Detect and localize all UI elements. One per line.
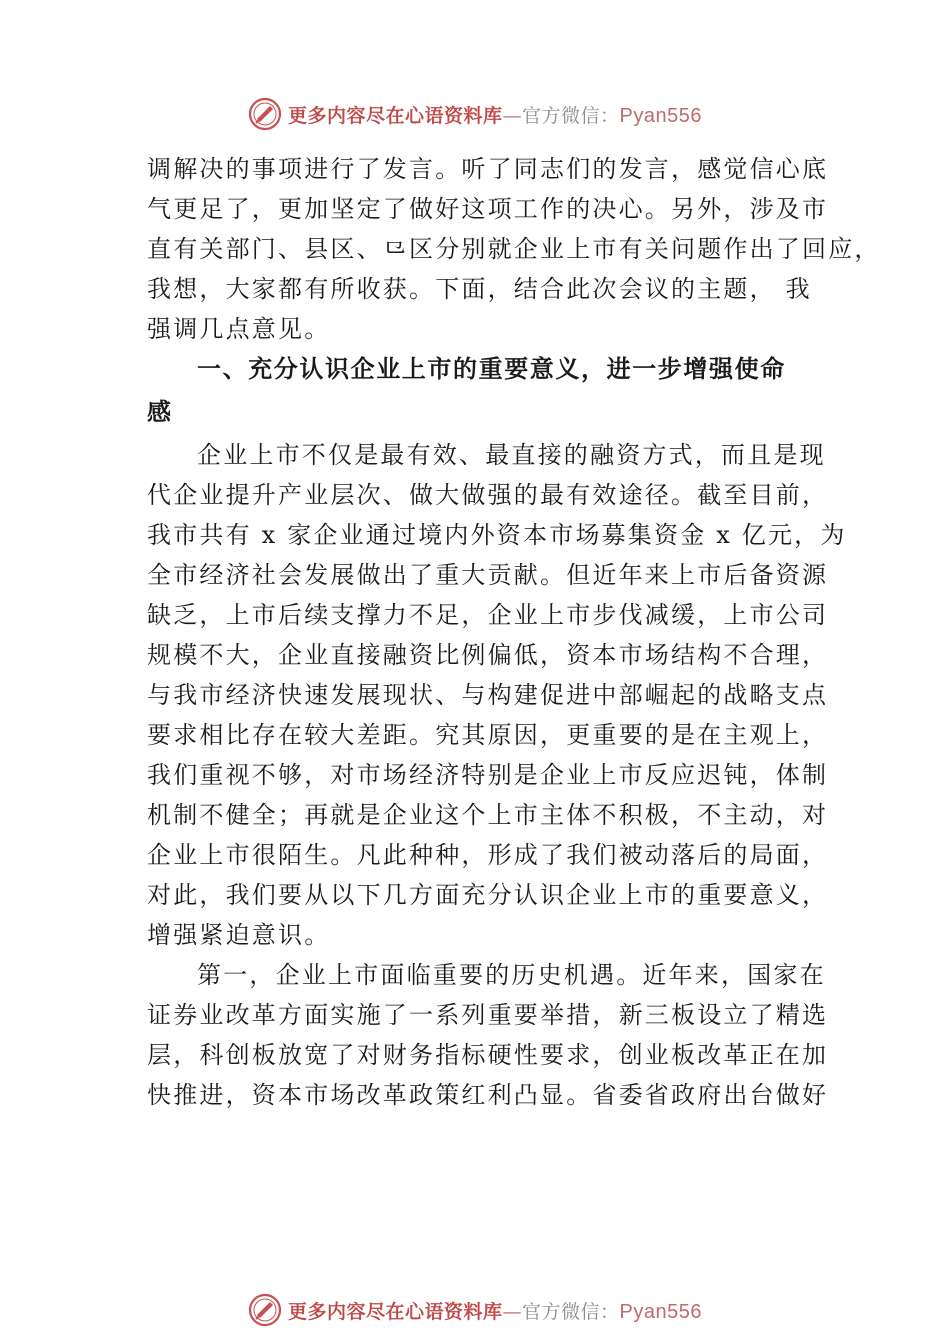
body-line: 全市经济社会发展做出了重大贡献。但近年来上市后备资源: [147, 561, 829, 589]
body-line: 增强紧迫意识。: [147, 921, 331, 949]
body-line: 直有关部门、县区、⺋区分别就企业上市有关问题作出了回应，: [147, 235, 881, 263]
watermark-wechat-label: 官方微信：: [522, 1300, 620, 1323]
body-line: 与我市经济快速发展现状、与构建促进中部崛起的战略支点: [147, 681, 829, 709]
body-line: 快推进，资本市场改革政策红利凸显。省委省政府出台做好: [147, 1081, 829, 1109]
body-line: 我市共有 x 家企业通过境内外资本市场募集资金 x 亿元，为: [147, 521, 847, 549]
body-line: 对此，我们要从以下几方面充分认识企业上市的重要意义，: [147, 881, 829, 909]
watermark-handle: Pyan556: [619, 1300, 702, 1323]
section-heading-continued: 感: [147, 398, 173, 426]
watermark-separator: —: [502, 1300, 523, 1323]
watermark-text: [288, 1297, 702, 1324]
watermark-wechat-label: 官方微信：: [522, 104, 620, 127]
body-line: 我想，大家都有所收获。下面，结合此次会议的主题， 我: [147, 275, 812, 303]
header-watermark: [0, 94, 950, 134]
body-line: 强调几点意见。: [147, 315, 331, 343]
body-line: 第一，企业上市面临重要的历史机遇。近年来，国家在: [197, 961, 826, 989]
body-line: 要求相比存在较大差距。究其原因，更重要的是在主观上，: [147, 721, 829, 749]
body-line: 企业上市不仅是最有效、最直接的融资方式，而且是现: [197, 441, 826, 469]
watermark-handle: Pyan556: [619, 104, 702, 127]
watermark-brand: 更多内容尽在心语资料库: [288, 1300, 503, 1323]
footer-watermark: [0, 1290, 950, 1330]
watermark-separator: —: [502, 104, 523, 127]
body-line: 缺乏，上市后续支撑力不足，企业上市步伐减缓，上市公司: [147, 601, 829, 629]
body-line: 气更足了，更加坚定了做好这项工作的决心。另外，涉及市: [147, 195, 829, 223]
seal-logo-icon: [248, 97, 282, 131]
seal-logo-icon: [248, 1293, 282, 1327]
body-line: 层，科创板放宽了对财务指标硬性要求，创业板改革正在加: [147, 1041, 829, 1069]
body-line: 规模不大，企业直接融资比例偏低，资本市场结构不合理，: [147, 641, 829, 669]
body-line: 代企业提升产业层次、做大做强的最有效途径。截至目前，: [147, 481, 829, 509]
body-line: 机制不健全；再就是企业这个上市主体不积极，不主动，对: [147, 801, 829, 829]
body-line: 我们重视不够，对市场经济特别是企业上市反应迟钝，体制: [147, 761, 829, 789]
watermark-brand: 更多内容尽在心语资料库: [288, 104, 503, 127]
document-body: [147, 149, 881, 1115]
body-line: 企业上市很陌生。凡此种种，形成了我们被动落后的局面，: [147, 841, 829, 869]
watermark-text: [288, 101, 702, 128]
body-line: 调解决的事项进行了发言。听了同志们的发言，感觉信心底: [147, 155, 829, 183]
section-heading: 一、充分认识企业上市的重要意义，进一步增强使命: [197, 355, 786, 383]
body-line: 证券业改革方面实施了一系列重要举措，新三板设立了精选: [147, 1001, 829, 1029]
